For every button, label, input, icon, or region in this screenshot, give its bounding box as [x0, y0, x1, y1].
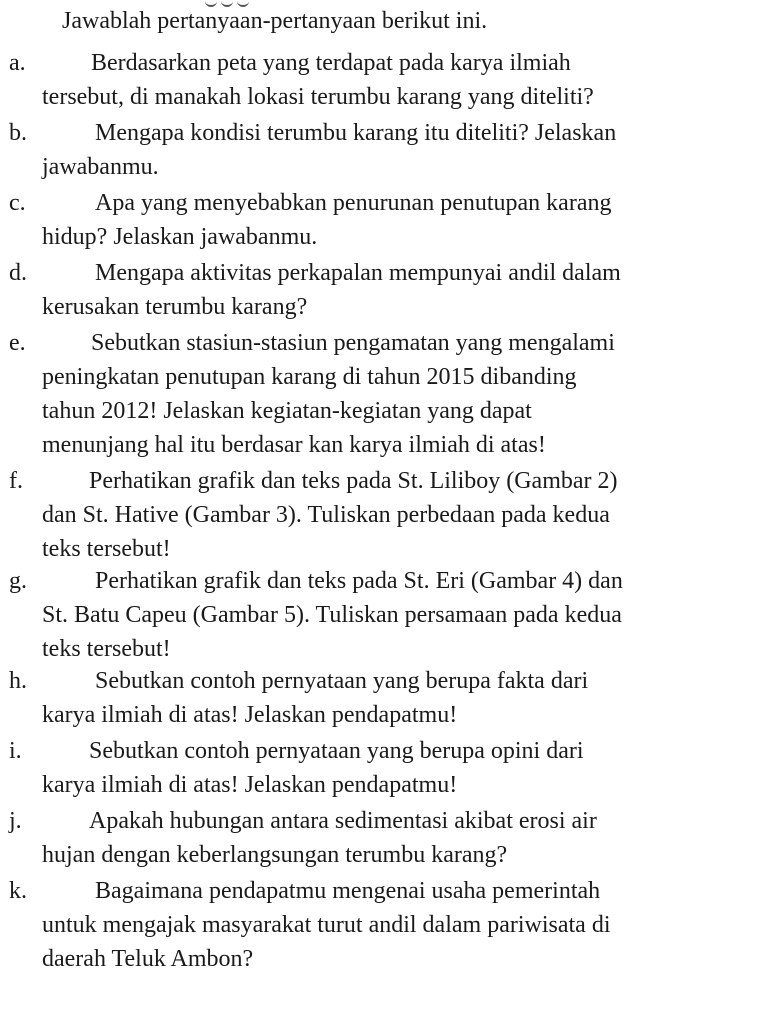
question-text-line: teks tersebut!	[42, 536, 171, 562]
question-letter: f.	[9, 468, 23, 494]
question-item-d	[9, 256, 744, 324]
question-item-c	[9, 186, 744, 254]
question-first-line	[9, 804, 744, 838]
question-first-line	[9, 874, 744, 908]
question-letter: c.	[9, 190, 26, 216]
question-text-line: teks tersebut!	[42, 636, 171, 662]
question-text-line: peningkatan penutupan karang di tahun 2015 dibanding	[42, 364, 577, 390]
question-first-line	[9, 664, 744, 698]
question-text-line: karya ilmiah di atas! Jelaskan pendapatmu!	[42, 702, 458, 728]
question-text-line: Mengapa aktivitas perkapalan mempunyai andil dalam	[95, 260, 621, 286]
question-text-line: karya ilmiah di atas! Jelaskan pendapatmu!	[42, 772, 458, 798]
question-item-b	[9, 116, 744, 184]
question-first-line	[9, 734, 744, 768]
question-text-line: untuk mengajak masyarakat turut andil dalam pariwisata di	[42, 912, 611, 938]
question-item-h	[9, 664, 744, 732]
cropped-text-fragment	[205, 0, 265, 2]
question-text-line: tahun 2012! Jelaskan kegiatan-kegiatan yang dapat	[42, 398, 532, 424]
question-first-line	[9, 46, 744, 80]
question-text-line: Bagaimana pendapatmu mengenai usaha pemerintah	[95, 878, 601, 904]
question-first-line	[9, 464, 744, 498]
question-item-a	[9, 46, 744, 114]
question-text-line: Perhatikan grafik dan teks pada St. Eri (Gambar 4) dan	[95, 568, 623, 594]
question-item-j	[9, 804, 744, 872]
question-text-line: dan St. Hative (Gambar 3). Tuliskan perbedaan pada kedua	[42, 502, 610, 528]
question-letter: i.	[9, 738, 22, 764]
question-text-line: kerusakan terumbu karang?	[42, 294, 308, 320]
question-letter: b.	[9, 120, 27, 146]
question-item-f	[9, 464, 744, 566]
question-text-line: St. Batu Capeu (Gambar 5). Tuliskan persamaan pada kedua	[42, 602, 622, 628]
question-text-line: menunjang hal itu berdasar kan karya ilmiah di atas!	[42, 432, 546, 458]
question-first-line	[9, 256, 744, 290]
instruction-heading: Jawablah pertanyaan-pertanyaan berikut ini.	[62, 8, 488, 34]
question-text-line: Berdasarkan peta yang terdapat pada karya ilmiah	[91, 50, 571, 76]
question-item-e	[9, 326, 744, 462]
question-text-line: jawabanmu.	[42, 154, 159, 180]
question-letter: d.	[9, 260, 27, 286]
question-text-line: Apa yang menyebabkan penurunan penutupan karang	[95, 190, 612, 216]
question-first-line	[9, 116, 744, 150]
question-text-line: hujan dengan keberlangsungan terumbu karang?	[42, 842, 508, 868]
question-letter: h.	[9, 668, 27, 694]
question-item-g	[9, 564, 744, 666]
question-letter: a.	[9, 50, 26, 76]
question-letter: e.	[9, 330, 26, 356]
question-text-line: daerah Teluk Ambon?	[42, 946, 254, 972]
question-text-line: Mengapa kondisi terumbu karang itu diteliti? Jelaskan	[95, 120, 617, 146]
question-item-k	[9, 874, 744, 976]
question-text-line: hidup? Jelaskan jawabanmu.	[42, 224, 318, 250]
question-text-line: Apakah hubungan antara sedimentasi akibat erosi air	[89, 808, 597, 834]
question-item-i	[9, 734, 744, 802]
question-first-line	[9, 564, 744, 598]
question-letter: g.	[9, 568, 27, 594]
question-letter: j.	[9, 808, 22, 834]
question-text-line: tersebut, di manakah lokasi terumbu karang yang diteliti?	[42, 84, 594, 110]
question-text-line: Sebutkan contoh pernyataan yang berupa opini dari	[89, 738, 584, 764]
question-letter: k.	[9, 878, 27, 904]
question-text-line: Sebutkan stasiun-stasiun pengamatan yang mengalami	[91, 330, 615, 356]
question-first-line	[9, 186, 744, 220]
question-text-line: Perhatikan grafik dan teks pada St. Liliboy (Gambar 2)	[89, 468, 618, 494]
question-text-line: Sebutkan contoh pernyataan yang berupa fakta dari	[95, 668, 589, 694]
question-first-line	[9, 326, 744, 360]
